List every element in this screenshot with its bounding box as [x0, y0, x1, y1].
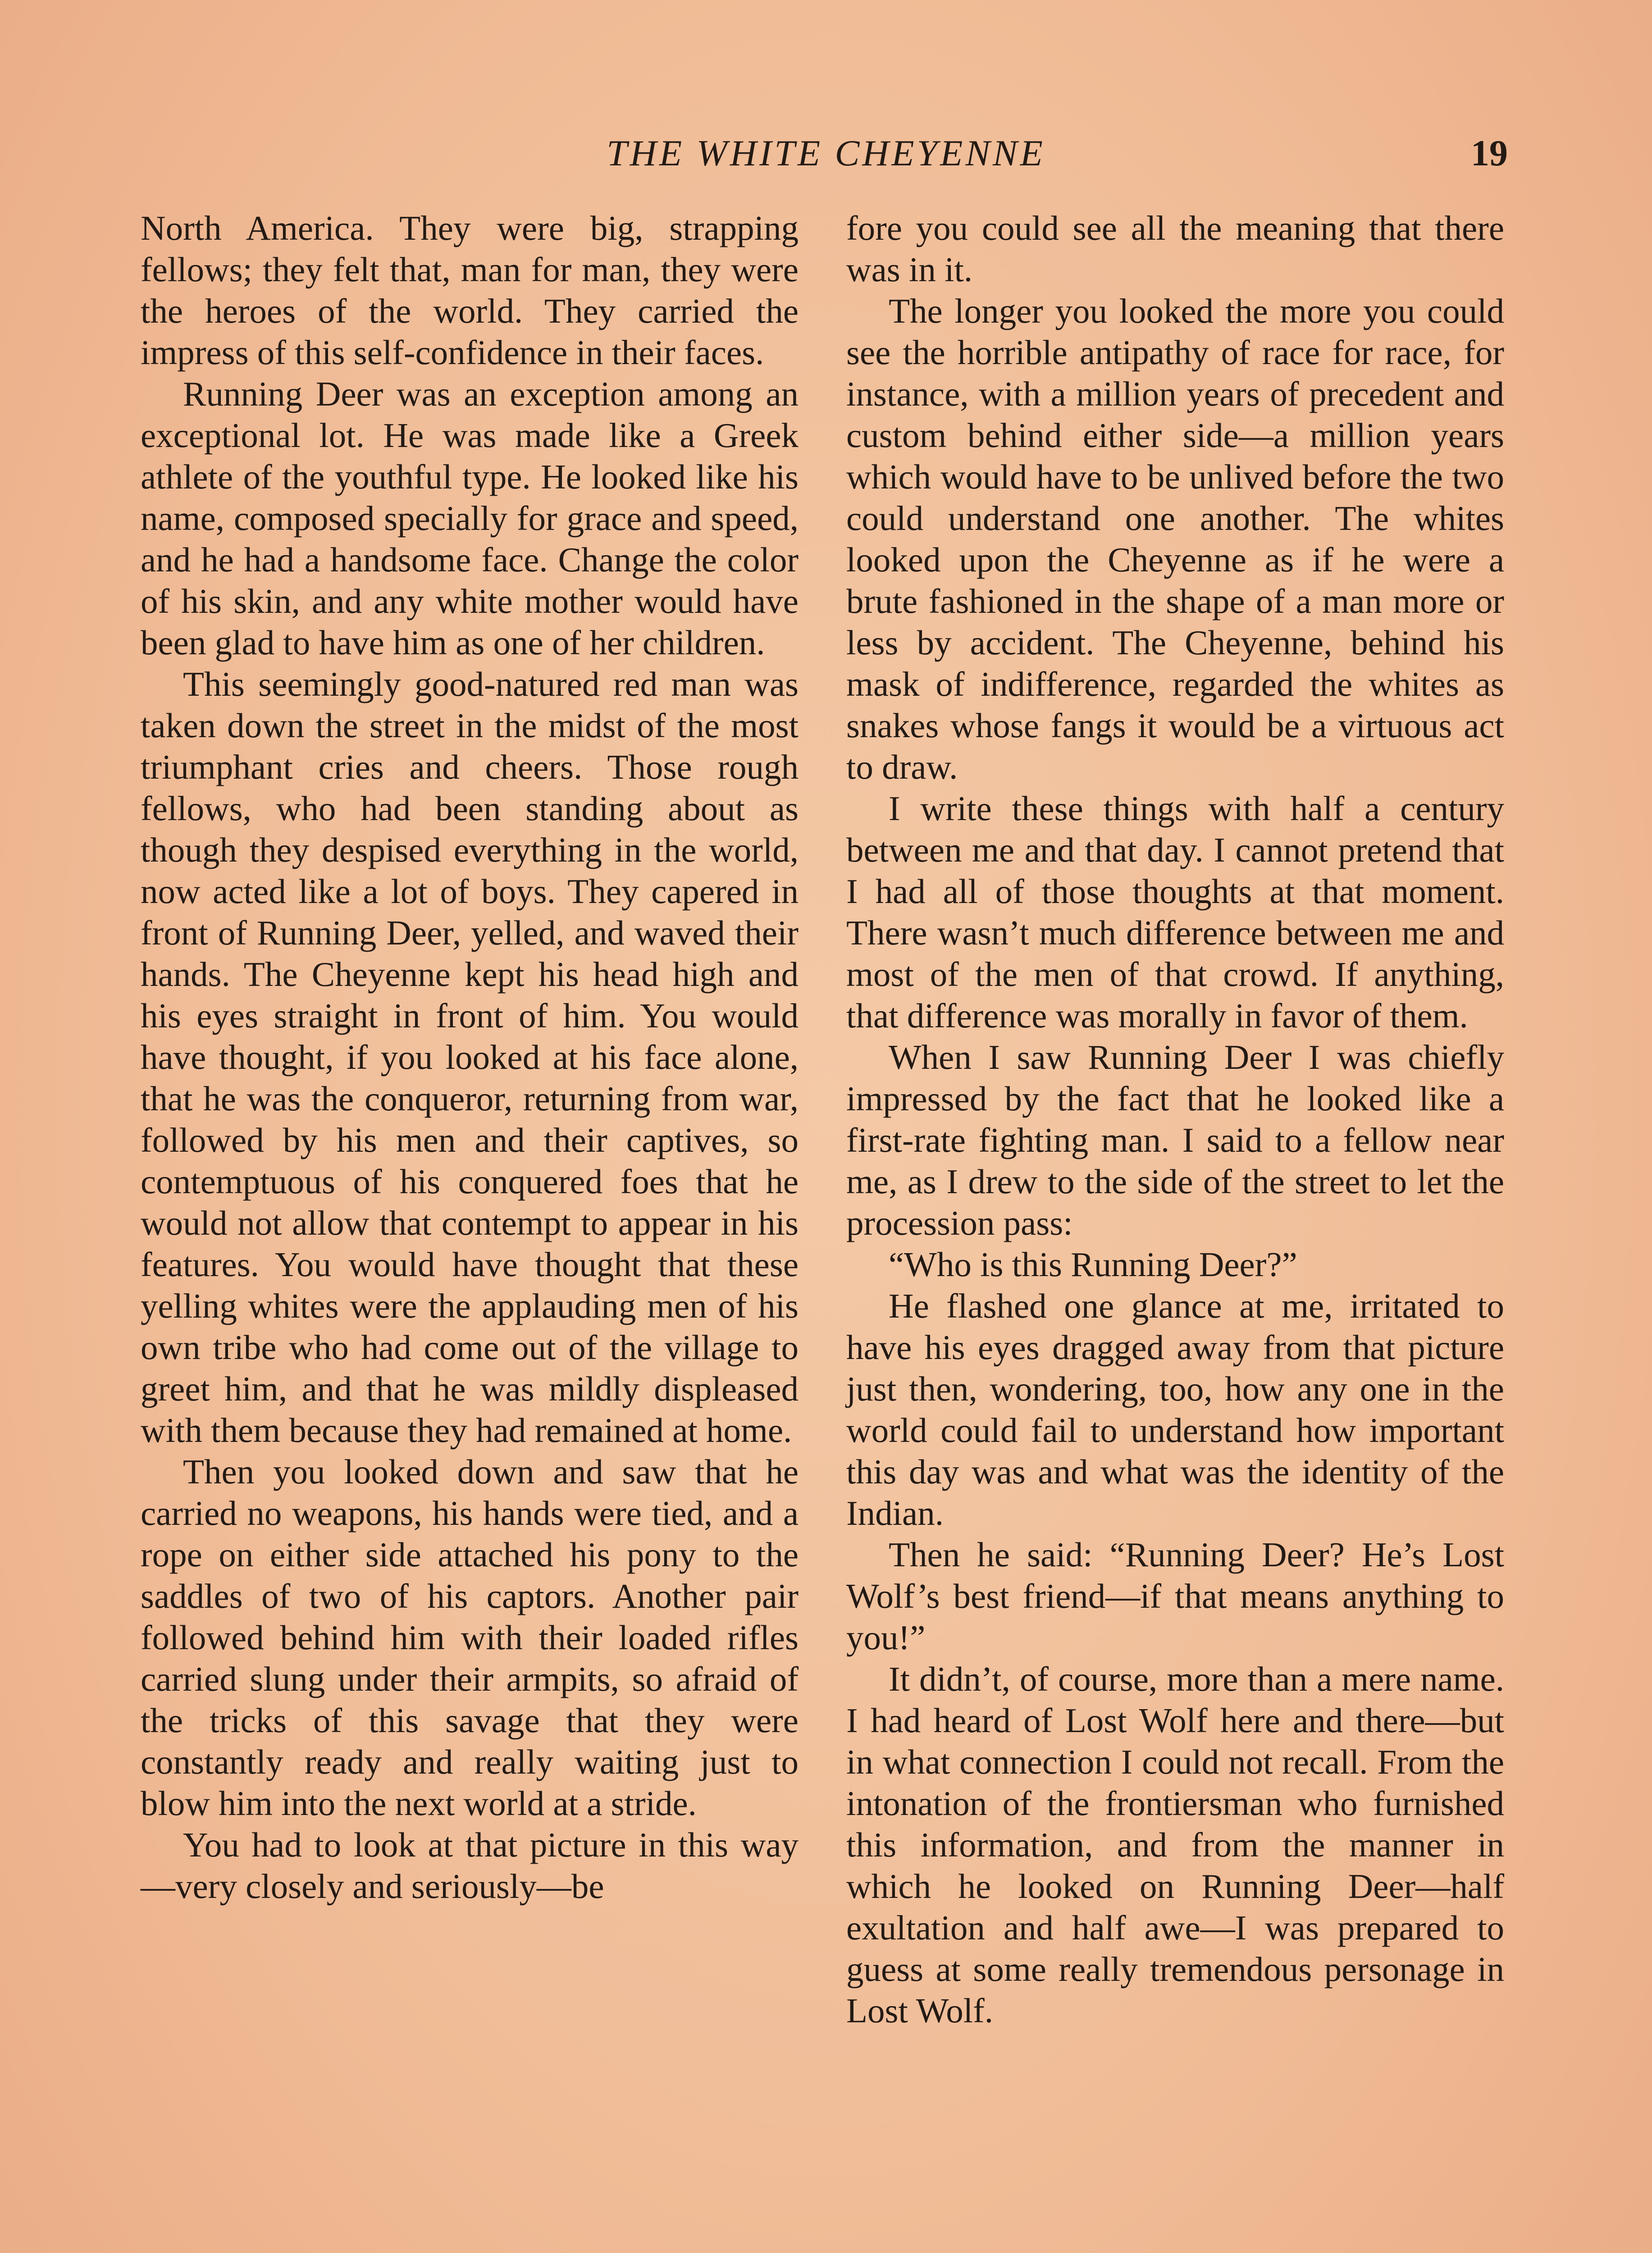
left-paragraph-4: Then you looked down and saw that he carried no weapons, his hands were tied, and a rope on either side attached his pony to the saddles of two of his captors. Another pair followed behind him with their loaded rifles carried slung under their armpits, so afraid of the tricks of this savage that they were constantly ready and really waiting just to blow him into the next world at a stride.: [141, 1452, 799, 1823]
page-number: 19: [1471, 132, 1508, 173]
left-paragraph-2: Running Deer was an exception among an exceptional lot. He was made like a Greek athlete of the youthful type. He looked like his name, composed specially for grace and speed, and he had a handsome face. Change the color of his skin, and any white mother would have been glad to have him as one of her children.: [141, 374, 799, 662]
right-paragraph-2: The longer you looked the more you could see the horrible antipathy of race for race, for instance, with a million years of precedent and custom behind either side—a million years which would have to be unlived before the two could understand one another. The whites looked upon the Cheyenne as if he were a brute fashioned in the shape of a man more or less by accident. The Cheyenne, behind his mask of indifference, regarded the whites as snakes whose fangs it would be a virtuous act to draw.: [846, 292, 1504, 786]
right-paragraph-8: It didn’t, of course, more than a mere name. I had heard of Lost Wolf here and there—but in what connection I could not recall. From the intonation of the frontiersman who furnished this information, and from the manner in which he looked on Running Deer—half exultation and half awe—I was prepared to guess at some really tremendous personage in Lost Wolf.: [846, 1660, 1504, 2030]
left-column: [141, 207, 799, 1907]
right-paragraph-5: “Who is this Running Deer?”: [889, 1245, 1297, 1284]
right-paragraph-7: Then he said: “Running Deer? He’s Lost Wolf’s best friend—if that means anything to you!”: [846, 1535, 1504, 1657]
right-paragraph-6: He flashed one glance at me, irritated to have his eyes dragged away from that picture just then, wondering, too, how any one in the world could fail to understand how important this day was and what was the identity of the Indian.: [846, 1286, 1504, 1532]
right-column: [846, 207, 1504, 2031]
page-header: [0, 131, 1652, 180]
right-paragraph-1: fore you could see all the meaning that there was in it.: [846, 209, 1504, 289]
right-paragraph-4: When I saw Running Deer I was chiefly impressed by the fact that he looked like a first-rate fighting man. I said to a fellow near me, as I drew to the side of the street to let the procession pass:: [846, 1038, 1504, 1242]
left-paragraph-1: North America. They were big, strapping fellows; they felt that, man for man, they were the heroes of the world. They carried the impress of this self-confidence in their faces.: [141, 209, 799, 372]
right-paragraph-3: I write these things with half a century between me and that day. I cannot pretend that I had all of those thoughts at that moment. There wasn’t much difference between me and most of the men of that crowd. If anything, that difference was morally in favor of them.: [846, 789, 1504, 1035]
running-title: THE WHITE CHEYENNE: [607, 132, 1045, 173]
left-paragraph-3: This seemingly good-natured red man was taken down the street in the midst of the most triumphant cries and cheers. Those rough fellows, who had been standing about as though they despised everything in the world, now acted like a lot of boys. They capered in front of Running Deer, yelled, and waved their hands. The Cheyenne kept his head high and his eyes straight in front of him. You would have thought, if you looked at his face alone, that he was the conqueror, returning from war, followed by his men and their captives, so contemptuous of his conquered foes that he would not allow that contempt to appear in his features. You would have thought that these yelling whites were the applauding men of his own tribe who had come out of the village to greet him, and that he was mildly displeased with them because they had remained at home.: [141, 665, 799, 1450]
left-paragraph-5: You had to look at that picture in this way—very closely and seriously—be: [141, 1825, 799, 1906]
